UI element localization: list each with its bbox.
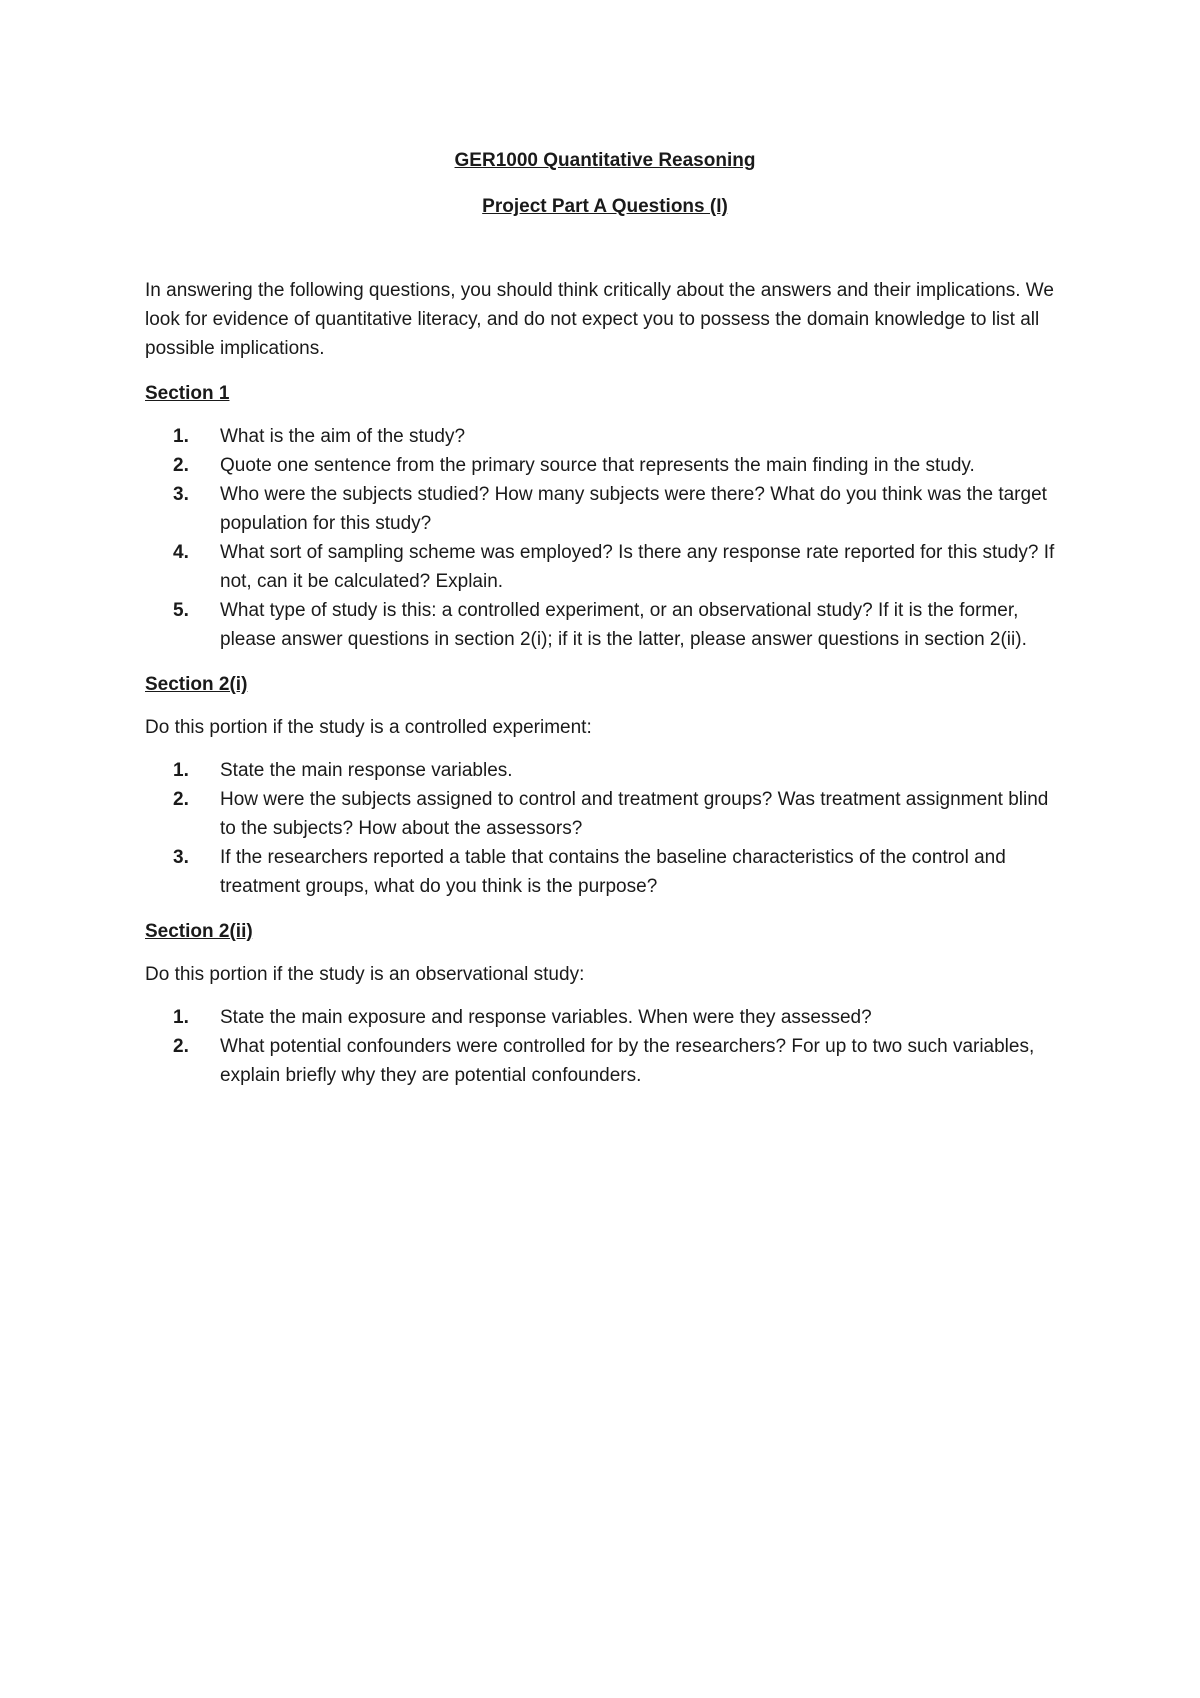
question-number: 1. [173, 426, 189, 447]
section-2i-heading: Section 2(i) [145, 674, 248, 695]
question-number: 1. [173, 1007, 189, 1028]
question-text: What sort of sampling scheme was employed? Is there any response rate reported for this study? If not, can it be calculated? Explain. [220, 542, 1055, 592]
question-number: 1. [173, 760, 189, 781]
question-text: If the researchers reported a table that contains the baseline characteristics of the control and treatment groups, what do you think is the purpose? [220, 847, 1006, 897]
question-text: State the main exposure and response variables. When were they assessed? [220, 1007, 872, 1028]
question-text: What type of study is this: a controlled experiment, or an observational study? If it is the former, please answer questions in section 2(i); if it is the latter, please answer questions in section 2(ii). [220, 600, 1027, 650]
list-item [145, 1032, 1065, 1090]
document-subtitle: Project Part A Questions (I) [482, 196, 728, 217]
section-2ii-heading: Section 2(ii) [145, 921, 253, 942]
document-title: GER1000 Quantitative Reasoning [454, 150, 756, 171]
question-text: What potential confounders were controlled for by the researchers? For up to two such variables, explain briefly why they are potential confounders. [220, 1036, 1035, 1086]
section-2ii-intro: Do this portion if the study is an observational study: [145, 964, 585, 985]
question-text: What is the aim of the study? [220, 426, 466, 447]
question-text: State the main response variables. [220, 760, 513, 781]
intro-paragraph: In answering the following questions, you should think critically about the answers and their implications. We look for evidence of quantitative literacy, and do not expect you to possess the domain knowledge to list all possible implications. [145, 280, 1054, 359]
list-item [145, 756, 1065, 785]
section-2i-intro: Do this portion if the study is a controlled experiment: [145, 717, 592, 738]
list-item [145, 480, 1065, 538]
question-text: Quote one sentence from the primary source that represents the main finding in the study. [220, 455, 975, 476]
question-text: How were the subjects assigned to control and treatment groups? Was treatment assignment blind to the subjects? How about the assessors? [220, 789, 1049, 839]
question-text: Who were the subjects studied? How many subjects were there? What do you think was the target population for this study? [220, 484, 1047, 534]
section-2i-question-list [145, 756, 1065, 901]
list-item [145, 451, 1065, 480]
question-number: 5. [173, 600, 189, 621]
list-item [145, 538, 1065, 596]
list-item [145, 596, 1065, 654]
section-2ii-question-list [145, 1003, 1065, 1090]
list-item [145, 422, 1065, 451]
list-item [145, 843, 1065, 901]
question-number: 2. [173, 789, 189, 810]
section-1-heading: Section 1 [145, 383, 230, 404]
question-number: 4. [173, 542, 189, 563]
question-number: 3. [173, 484, 189, 505]
list-item [145, 785, 1065, 843]
document-body [145, 146, 1065, 1106]
question-number: 2. [173, 1036, 189, 1057]
section-1-question-list [145, 422, 1065, 654]
list-item [145, 1003, 1065, 1032]
question-number: 2. [173, 455, 189, 476]
question-number: 3. [173, 847, 189, 868]
